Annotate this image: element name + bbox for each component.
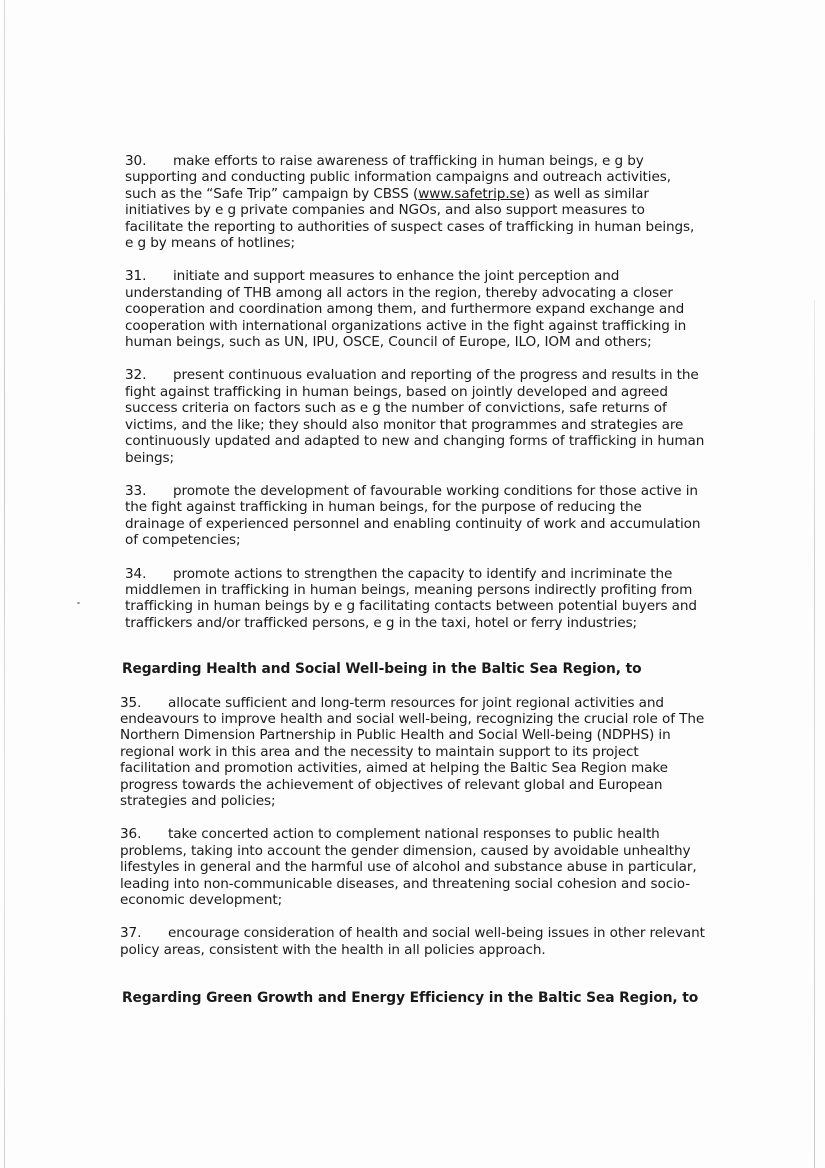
paragraph-37 (120, 925, 705, 958)
document-body (120, 153, 705, 1024)
paragraph-text: take concerted action to complement national responses to public health problems, taking into account the gender dimension, caused by avoidable unhealthy lifestyles in general and the harmful use of alcohol and substance abuse in particular, leading into non-communicable diseases, and threatening social cohesion and socio-economic development; (120, 826, 697, 909)
paragraph-number: 35. (120, 694, 142, 711)
paragraph-number: 33. (125, 482, 147, 499)
paragraph-number: 31. (125, 268, 147, 285)
paragraph-number: 37. (120, 925, 142, 942)
paragraph-text: allocate sufficient and long-term resources for joint regional activities and endeavours to improve health and social well-being, recognizing the crucial role of The Northern Dimension Partnership in Public Health and Social Well-being (NDPHS) in regional work in this area and the necessity to maintain support to its project facilitation and promotion activities, aimed at helping the Baltic Sea Region make progress towards the achievement of objectives of relevant global and European strategies and policies; (120, 694, 705, 809)
paragraph-31 (120, 268, 705, 350)
paragraph-33 (120, 483, 705, 549)
paragraph-text: promote actions to strengthen the capacity to identify and incriminate the middlemen in trafficking in human beings, meaning persons indirectly profiting from trafficking in human beings by e g facilitating contacts between potential buyers and traffickers and/or trafficked persons, e g in the taxi, hotel or ferry industries; (125, 565, 697, 631)
section-heading-green-growth: Regarding Green Growth and Energy Efficiency in the Baltic Sea Region, to (122, 990, 699, 1007)
paragraph-text: make efforts to raise awareness of trafficking in human beings, e g by supporting and conducting public information campaigns and outreach activities, such as the “Safe Trip” campaign by CBSS ( (125, 153, 671, 202)
paragraph-35 (120, 695, 705, 810)
scan-edge-left (4, 0, 5, 1168)
paragraph-number: 34. (125, 565, 147, 582)
paragraph-text: ) as well as similar initiatives by e g private companies and NGOs, and also support measures to facilitate the reporting to authorities of suspect cases of trafficking in human beings, e g by means of hotlines; (125, 185, 695, 252)
scan-speck (77, 602, 80, 604)
paragraph-number: 30. (125, 153, 147, 169)
paragraph-34 (120, 566, 705, 632)
scan-edge-right (814, 300, 815, 1168)
paragraph-30 (120, 153, 705, 251)
safetrip-link[interactable]: www.safetrip.se (418, 185, 525, 202)
paragraph-32 (120, 367, 705, 465)
paragraph-text: encourage consideration of health and social well-being issues in other relevant policy areas, consistent with the health in all policies approach. (120, 925, 705, 958)
section-heading-health: Regarding Health and Social Well-being in the Baltic Sea Region, to (122, 661, 642, 678)
paragraph-36 (120, 826, 705, 908)
paragraph-text: initiate and support measures to enhance the joint perception and understanding of THB among all actors in the region, thereby advocating a closer cooperation and coordination among them, and furthermore expand exchange and cooperation with international organizations active in the fight against trafficking in human beings, such as UN, IPU, OSCE, Council of Europe, ILO, IOM and others; (125, 268, 687, 351)
paragraph-number: 32. (125, 367, 147, 384)
paragraph-text: present continuous evaluation and reporting of the progress and results in the fight against trafficking in human beings, based on jointly developed and agreed success criteria on factors such as e g the number of convictions, safe returns of victims, and the like; they should also monitor that programmes and strategies are continuously updated and adapted to new and changing forms of trafficking in human beings; (125, 367, 705, 466)
paragraph-text: promote the development of favourable working conditions for those active in the fight against trafficking in human beings, for the purpose of reducing the drainage of experienced personnel and enabling continuity of work and accumulation of competencies; (125, 482, 701, 549)
paragraph-number: 36. (120, 826, 142, 843)
